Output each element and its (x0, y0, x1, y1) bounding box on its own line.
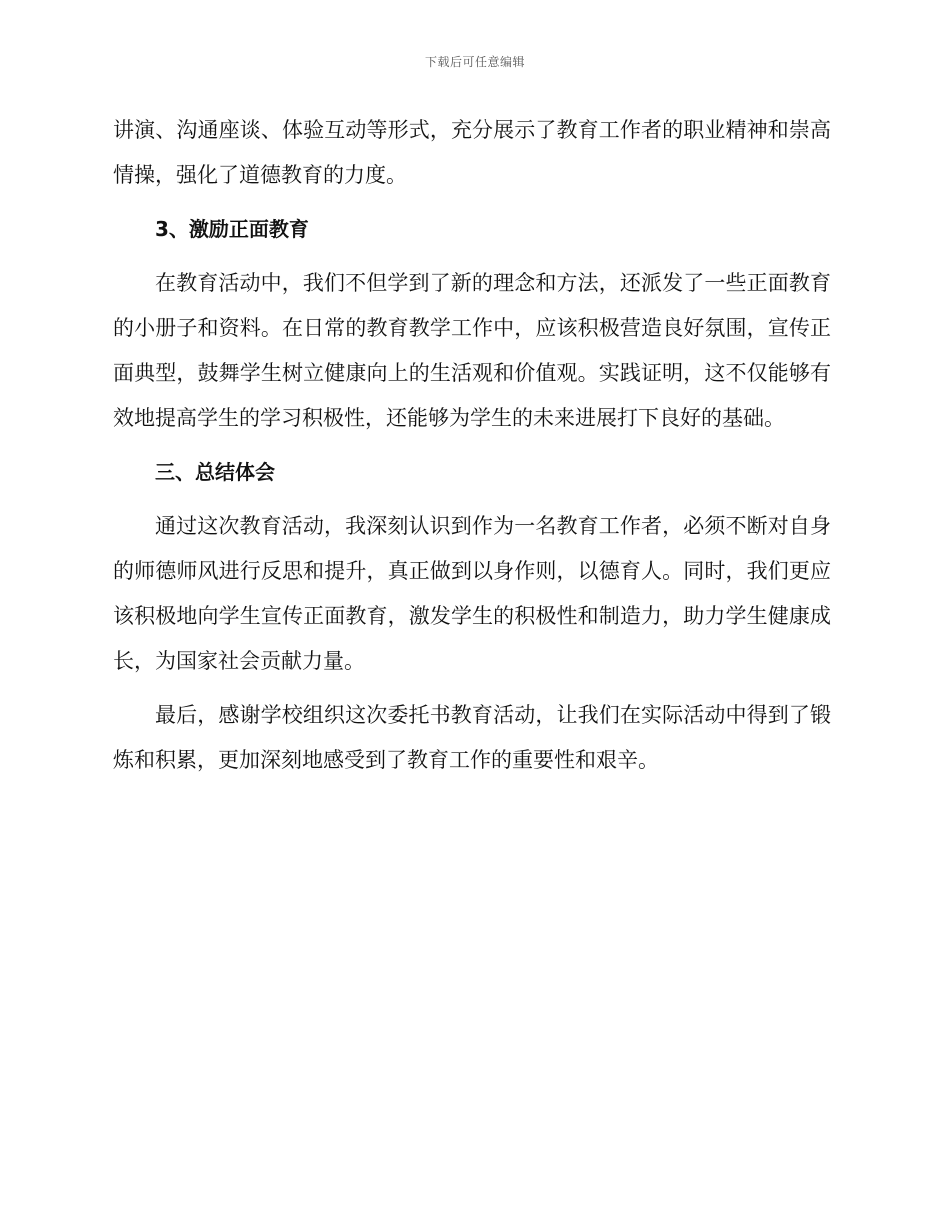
header-note: 下载后可任意编辑 (424, 55, 525, 69)
document-body (113, 108, 831, 792)
paragraph-positive-education: 在教育活动中，我们不但学到了新的理念和方法，还派发了一些正面教育的小册子和资料。在日常的教育教学工作中，应该积极营造良好氛围，宣传正面典型，鼓舞学生树立健康向上的生活观和价值观。实践证明，这不仅能够有效地提高学生的学习积极性，还能够为学生的未来进展打下良好的基础。 (113, 271, 831, 430)
section-heading-summary: 三、总结体会 (155, 460, 275, 484)
paragraph-continuation: 讲演、沟通座谈、体验互动等形式，充分展示了教育工作者的职业精神和崇高情操，强化了道德教育的力度。 (113, 118, 831, 187)
section-heading-3: 3、激励正面教育 (155, 217, 309, 241)
paragraph-closing: 最后，感谢学校组织这次委托书教育活动，让我们在实际活动中得到了锻炼和积累，更加深刻地感受到了教育工作的重要性和艰辛。 (113, 703, 831, 772)
paragraph-summary: 通过这次教育活动，我深刻认识到作为一名教育工作者，必须不断对自身的师德师风进行反思和提升，真正做到以身作则，以德育人。同时，我们更应该积极地向学生宣传正面教育，激发学生的积极性和制造力，助力学生健康成长，为国家社会贡献力量。 (113, 514, 831, 673)
